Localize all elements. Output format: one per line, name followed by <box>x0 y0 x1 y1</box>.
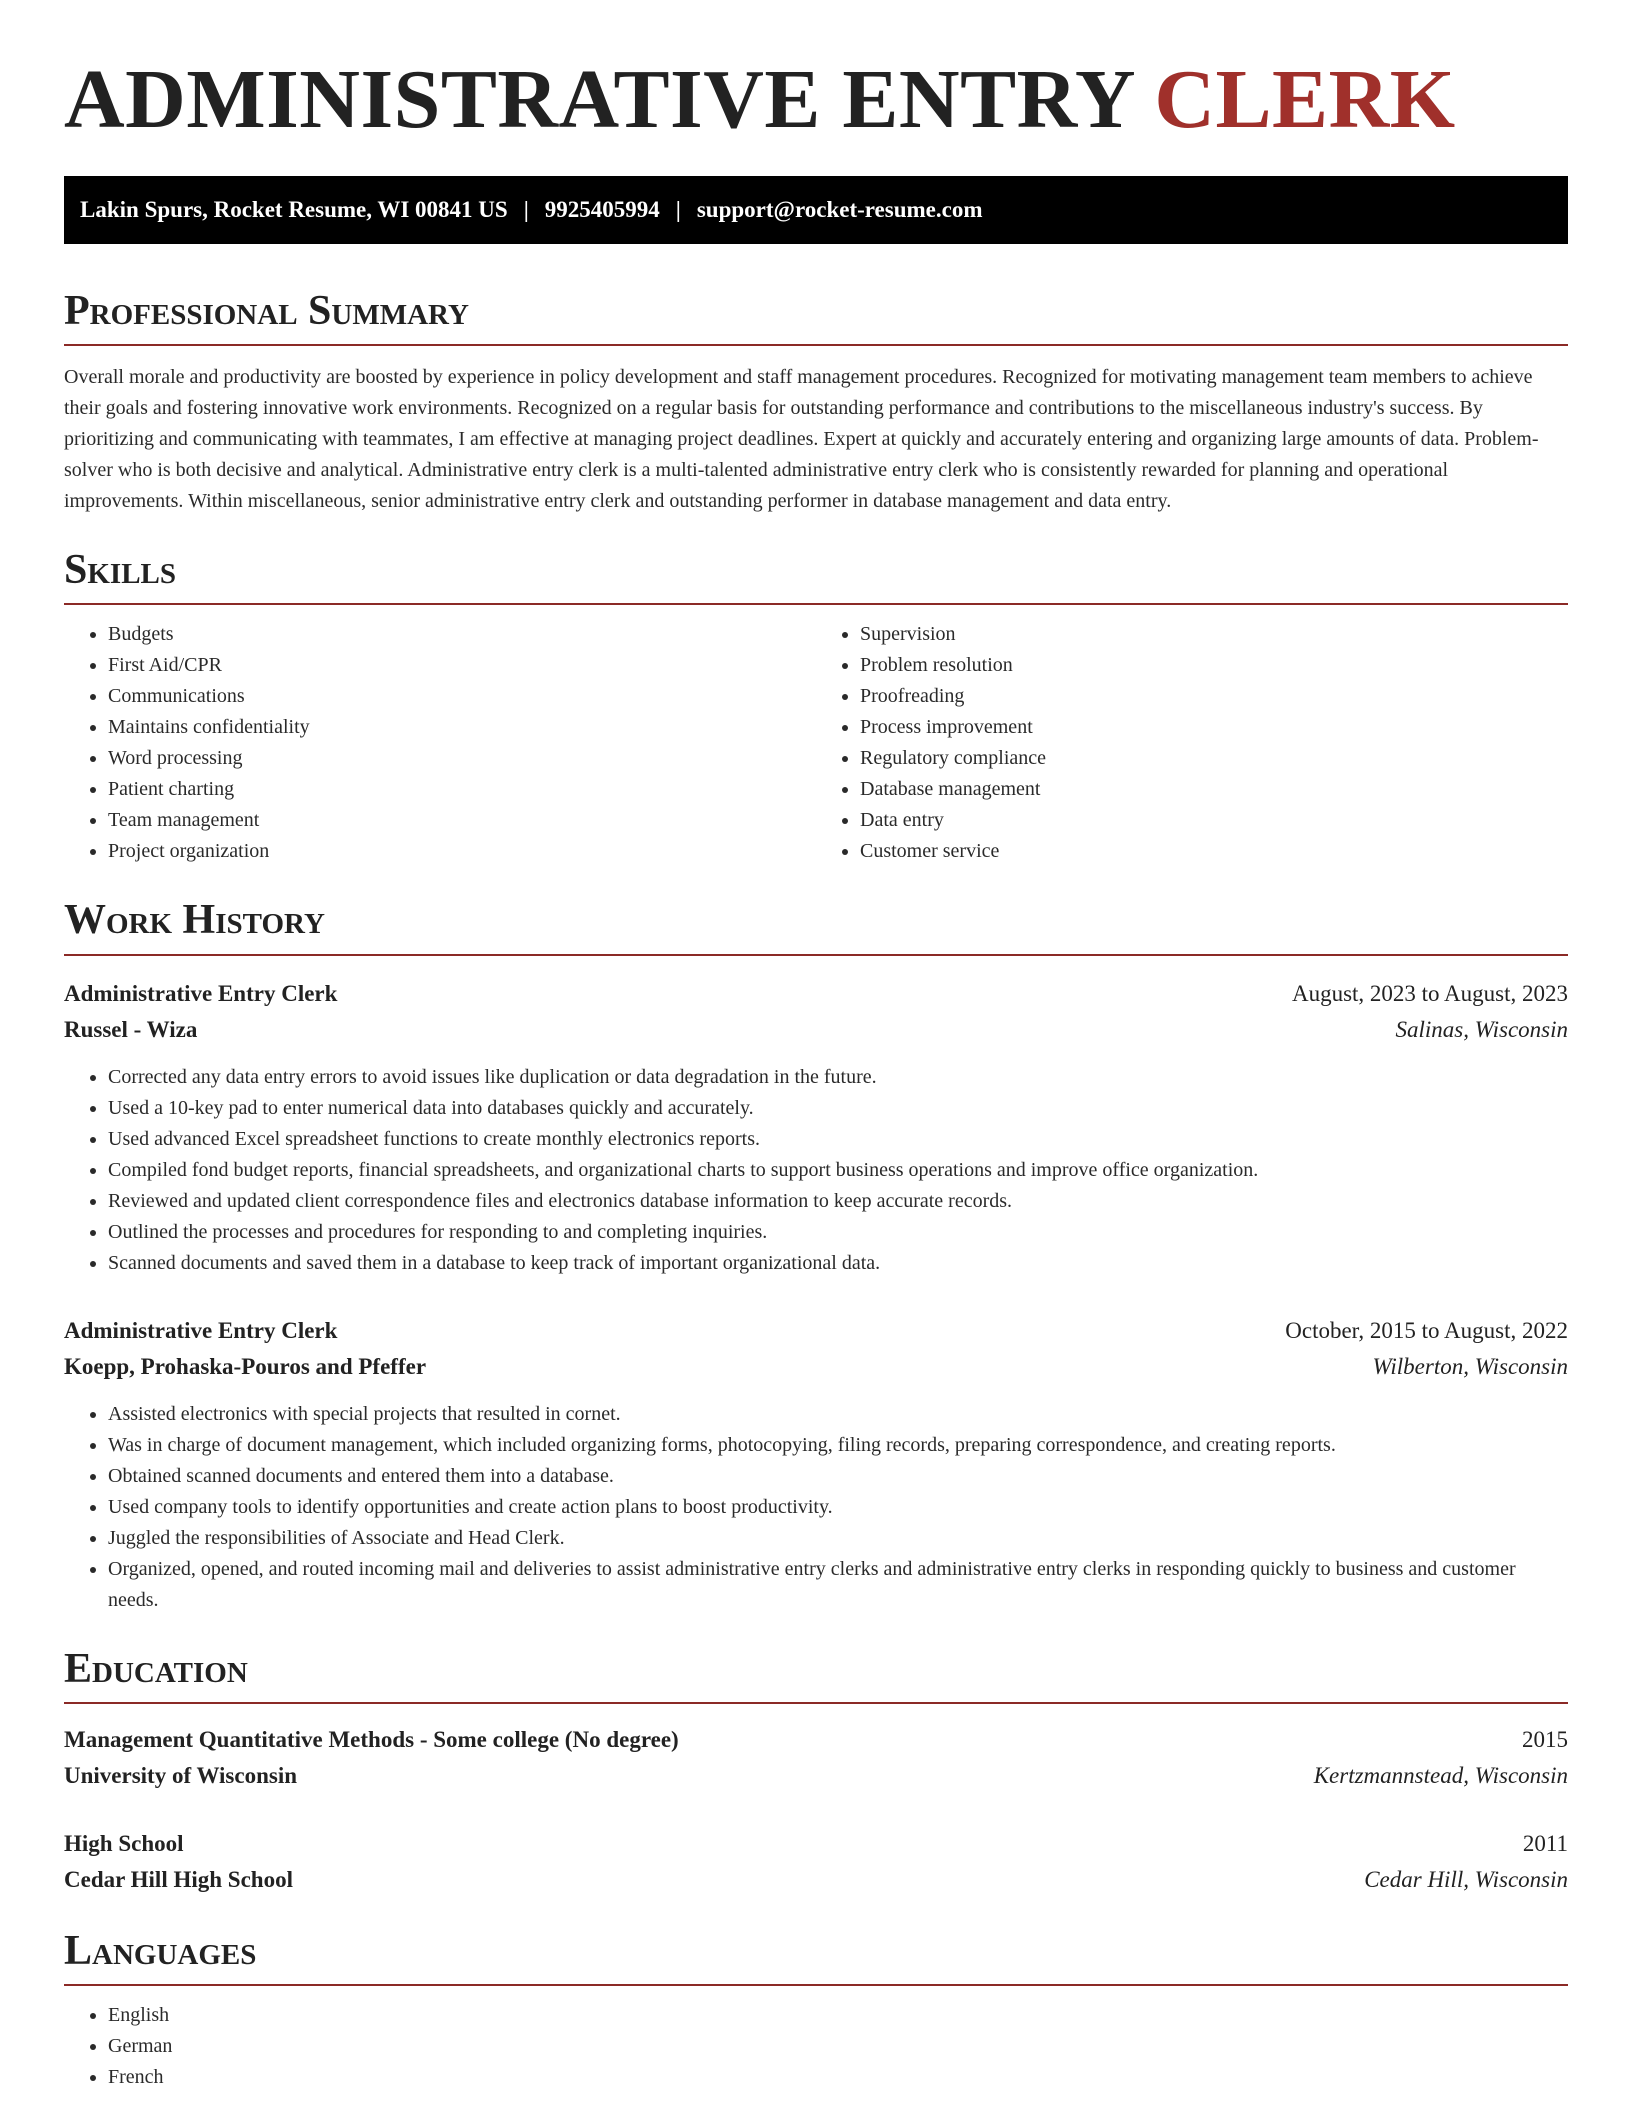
skill-item: • Problem resolution <box>860 650 1568 681</box>
skill-item: • Proofreading <box>860 681 1568 712</box>
job-bullet: • Obtained scanned documents and entered them into a database. <box>108 1461 1568 1492</box>
skill-item: • Customer service <box>860 836 1568 867</box>
job-company-row <box>64 1012 1568 1048</box>
job-bullets <box>64 1062 1568 1279</box>
education-degree: High School <box>64 1830 184 1856</box>
job-bullet: • Was in charge of document management, which included organizing forms, photocopying, filing records, preparing correspondence, and creating reports. <box>108 1430 1568 1461</box>
section-title-summary: Professional Summary <box>64 288 1568 346</box>
skills-list-right <box>816 619 1568 867</box>
summary-text: Overall morale and productivity are boosted by experience in policy development and staff management procedures. Recognized for motivating management team members to achieve their goals and fostering innovative work environments. Recognized on a regular basis for outstanding performance and contributions to the miscellaneous industry's success. By prioritizing and communicating with teammates, I am effective at managing project deadlines. Expert at quickly and accurately entering and organizing large amounts of data. Problem-solver who is both decisive and analytical. Administrative entry clerk is a multi-talented administrative entry clerk who is consistently rewarded for planning and operational improvements. Within miscellaneous, senior administrative entry clerk and outstanding performer in database management and data entry. <box>64 366 1539 513</box>
education-location: Kertzmannstead, Wisconsin <box>1313 1762 1568 1788</box>
name-first: ADMINISTRATIVE ENTRY <box>64 53 1133 146</box>
skill-item: • Database management <box>860 774 1568 805</box>
job-bullet: • Corrected any data entry errors to avoid issues like duplication or data degradation in the future. <box>108 1062 1568 1093</box>
education-entry <box>64 1826 1568 1898</box>
skill-item: • Word processing <box>108 743 816 774</box>
job-role: Administrative Entry Clerk <box>64 1317 338 1343</box>
education-school-row <box>64 1862 1568 1898</box>
job-location: Wilberton, Wisconsin <box>1372 1353 1568 1379</box>
skill-item: • Maintains confidentiality <box>108 712 816 743</box>
job-dates: October, 2015 to August, 2022 <box>1285 1317 1568 1343</box>
name-last: CLERK <box>1154 53 1456 146</box>
contact-email[interactable]: support@rocket-resume.com <box>696 197 983 222</box>
skill-item: • First Aid/CPR <box>108 650 816 681</box>
job-bullet: • Used a 10-key pad to enter numerical data into databases quickly and accurately. <box>108 1093 1568 1124</box>
job-bullet: • Scanned documents and saved them in a database to keep track of important organizational data. <box>108 1248 1568 1279</box>
job-bullet: • Used company tools to identify opportunities and create action plans to boost productivity. <box>108 1492 1568 1523</box>
languages-section <box>64 1928 1568 2093</box>
job-header-row <box>64 1313 1568 1349</box>
contact-separator: | <box>675 197 681 222</box>
language-item: • English <box>108 2000 1568 2031</box>
job-bullet: • Assisted electronics with special projects that resulted in cornet. <box>108 1399 1568 1430</box>
education-school-row <box>64 1758 1568 1794</box>
section-title-skills: Skills <box>64 547 1568 605</box>
education-header-row <box>64 1826 1568 1862</box>
education-location: Cedar Hill, Wisconsin <box>1364 1866 1568 1892</box>
language-item: • French <box>108 2062 1568 2093</box>
language-item: • German <box>108 2031 1568 2062</box>
job-location: Salinas, Wisconsin <box>1395 1016 1568 1042</box>
contact-address: Lakin Spurs, Rocket Resume, WI 00841 US <box>80 197 508 222</box>
work-history-section <box>64 897 1568 1615</box>
summary-section <box>64 288 1568 517</box>
skill-item: • Data entry <box>860 805 1568 836</box>
languages-list <box>64 2000 1568 2093</box>
section-title-education: Education <box>64 1646 1568 1704</box>
education-header-row <box>64 1722 1568 1758</box>
contact-phone: 9925405994 <box>544 197 660 222</box>
skill-item: • Regulatory compliance <box>860 743 1568 774</box>
education-year: 2011 <box>1522 1830 1568 1856</box>
resume-name <box>64 53 1568 146</box>
job-header-row <box>64 976 1568 1012</box>
job-role: Administrative Entry Clerk <box>64 980 338 1006</box>
section-title-work-history: Work History <box>64 897 1568 955</box>
contact-separator: | <box>523 197 529 222</box>
job-bullets <box>64 1399 1568 1616</box>
skill-item: • Project organization <box>108 836 816 867</box>
job-bullet: • Organized, opened, and routed incoming mail and deliveries to assist administrative entry clerks and administrative entry clerks in responding quickly to business and customer needs. <box>108 1554 1568 1616</box>
skills-section <box>64 547 1568 867</box>
skill-item: • Patient charting <box>108 774 816 805</box>
contact-bar <box>64 176 1568 244</box>
skills-columns <box>64 619 1568 867</box>
education-school: University of Wisconsin <box>64 1762 298 1788</box>
job-bullet: • Compiled fond budget reports, financial spreadsheets, and organizational charts to support business operations and improve office organization. <box>108 1155 1568 1186</box>
skill-item: • Budgets <box>108 619 816 650</box>
education-school: Cedar Hill High School <box>64 1866 293 1892</box>
skill-item: • Communications <box>108 681 816 712</box>
skill-item: • Team management <box>108 805 816 836</box>
job-company-row <box>64 1349 1568 1385</box>
education-entry <box>64 1722 1568 1794</box>
skill-item: • Supervision <box>860 619 1568 650</box>
education-year: 2015 <box>1522 1726 1568 1752</box>
section-title-languages: Languages <box>64 1928 1568 1986</box>
job-entry <box>64 1313 1568 1616</box>
skills-list-left <box>64 619 816 867</box>
job-bullet: • Juggled the responsibilities of Associate and Head Clerk. <box>108 1523 1568 1554</box>
job-dates: August, 2023 to August, 2023 <box>1291 980 1568 1006</box>
education-section <box>64 1646 1568 1898</box>
job-company: Russel - Wiza <box>64 1016 198 1042</box>
job-bullet: • Outlined the processes and procedures for responding to and completing inquiries. <box>108 1217 1568 1248</box>
education-degree: Management Quantitative Methods - Some college (No degree) <box>64 1726 679 1752</box>
job-company: Koepp, Prohaska-Pouros and Pfeffer <box>64 1353 427 1379</box>
job-bullet: • Reviewed and updated client correspondence files and electronics database information to keep accurate records. <box>108 1186 1568 1217</box>
job-bullet: • Used advanced Excel spreadsheet functions to create monthly electronics reports. <box>108 1124 1568 1155</box>
skill-item: • Process improvement <box>860 712 1568 743</box>
job-entry <box>64 976 1568 1279</box>
